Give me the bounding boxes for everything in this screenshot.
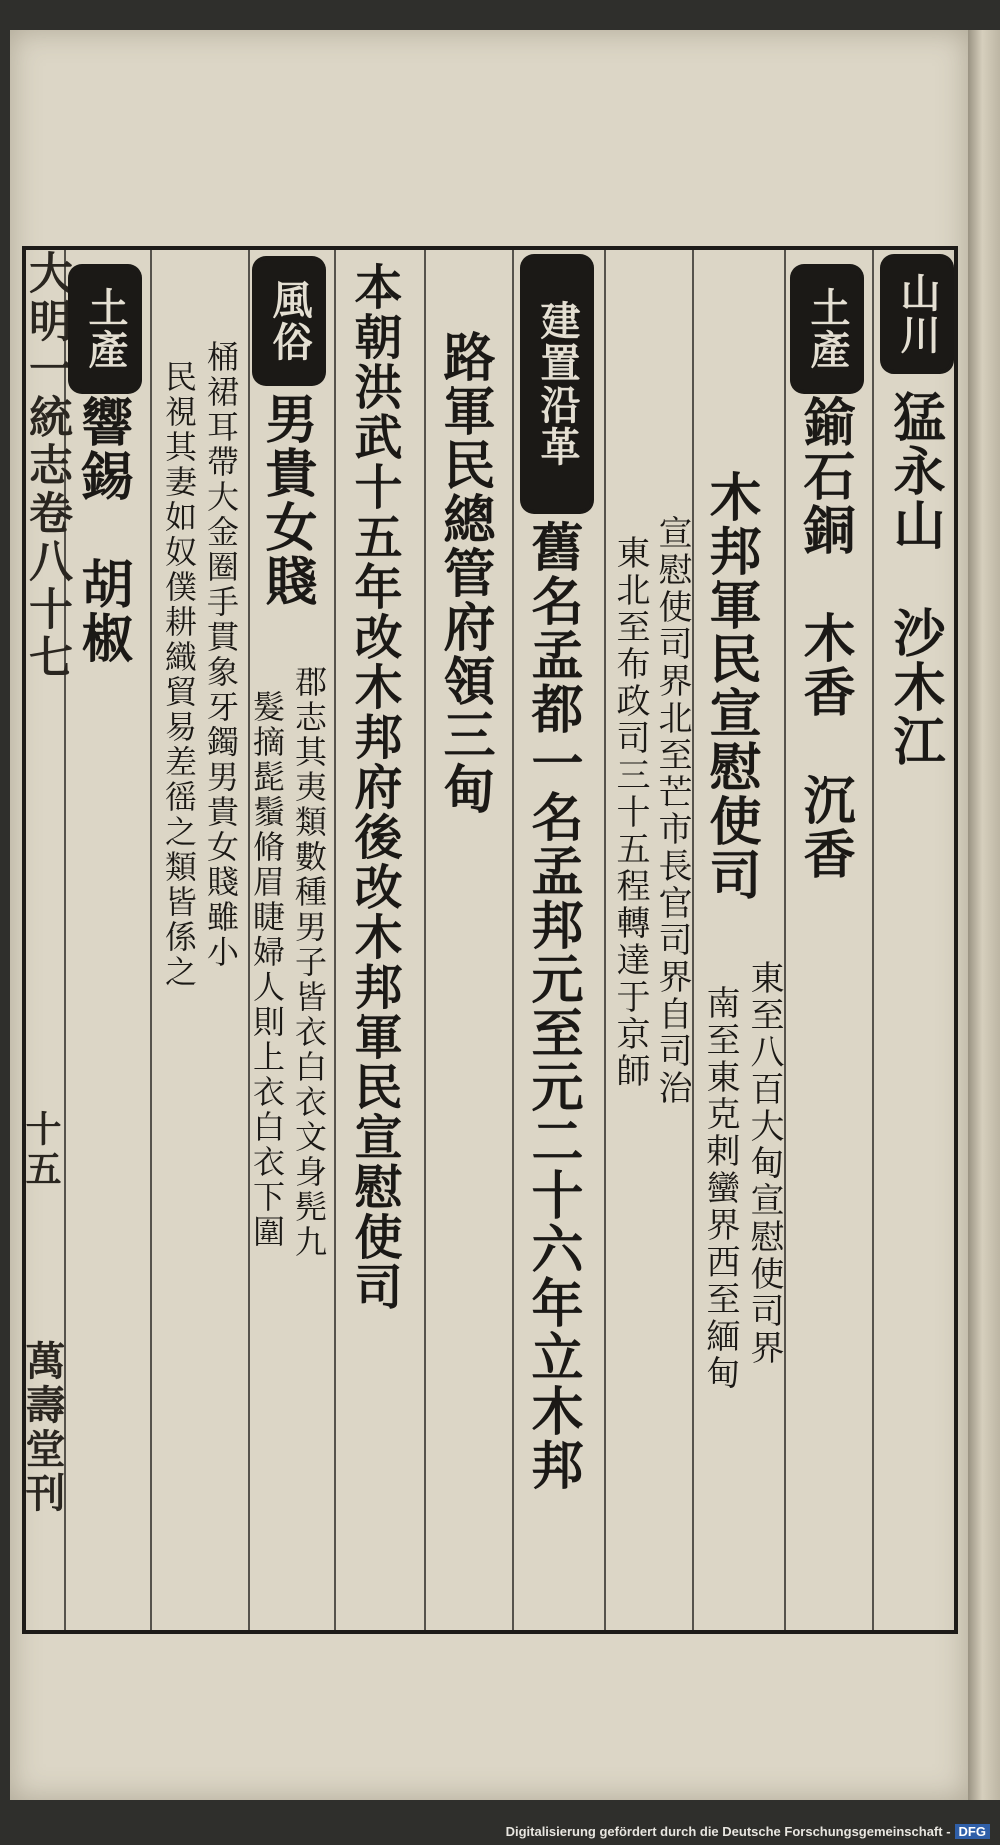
column-heading: 木邦軍民宣慰使司 [700,470,761,902]
column-rule [512,250,514,1630]
column-text: 鍮石銅 木香 沉香 [794,395,855,881]
dfg-logo: DFG [955,1824,990,1839]
column-rule [424,250,426,1630]
annotation-line: 郡志其夷類數種男子皆衣白衣文身髡九 [290,665,328,1260]
column-rule [692,250,694,1630]
annotation-line: 髮摘髭鬚脩眉睫婦人則上衣白衣下圍 [248,690,286,1250]
section-label-shanchuan: 山川 [884,258,950,370]
section-label-tuchan: 土產 [794,268,860,390]
column-text: 路軍民總管府領三甸 [434,330,495,816]
annotation-line: 宣慰使司界北至芒市長官司界自司治 [652,515,692,1107]
annotation-line: 民視其妻如奴僕耕織貿易差徭之類皆係之 [160,360,198,990]
column-rule [604,250,606,1630]
footer-credit [506,1824,990,1839]
annotation-line: 桶裙耳帶大金圈手貫象牙鐲男貴女賤雖小 [202,340,240,970]
annotation-line: 南至東克剌蠻界西至緬甸 [700,985,740,1392]
marginal-title: 大明一統志卷八十七 [21,250,72,682]
column-text: 響錫 胡椒 [72,395,133,665]
column-text: 舊名孟都一名孟邦元至元二十六年立木邦 [522,520,583,1492]
marginal-leaf: 十五 [20,1110,62,1190]
column-rule [872,250,874,1630]
annotation-line: 東北至布政司三十五程轉達于京師 [610,535,650,1090]
column-text: 本朝洪武十五年改木邦府後改木邦軍民宣慰使司 [346,262,402,1312]
section-label-fengsu: 風俗 [256,260,322,382]
column-text: 猛永山 沙木江 [884,390,945,768]
column-rule [784,250,786,1630]
section-label-jianzhi: 建置沿革 [524,258,590,510]
section-label-tuchan-2: 土產 [72,268,138,390]
marginal-edition: 萬壽堂刊 [19,1340,66,1516]
page-edge [968,30,1000,1800]
annotation-line: 東至八百大甸宣慰使司界 [744,960,784,1367]
column-rule [150,250,152,1630]
footer-text: Digitalisierung gefördert durch die Deutsche Forschungsgemeinschaft - [505,1824,951,1839]
column-rule [334,250,336,1630]
column-text: 男貴女賤 [256,392,317,608]
